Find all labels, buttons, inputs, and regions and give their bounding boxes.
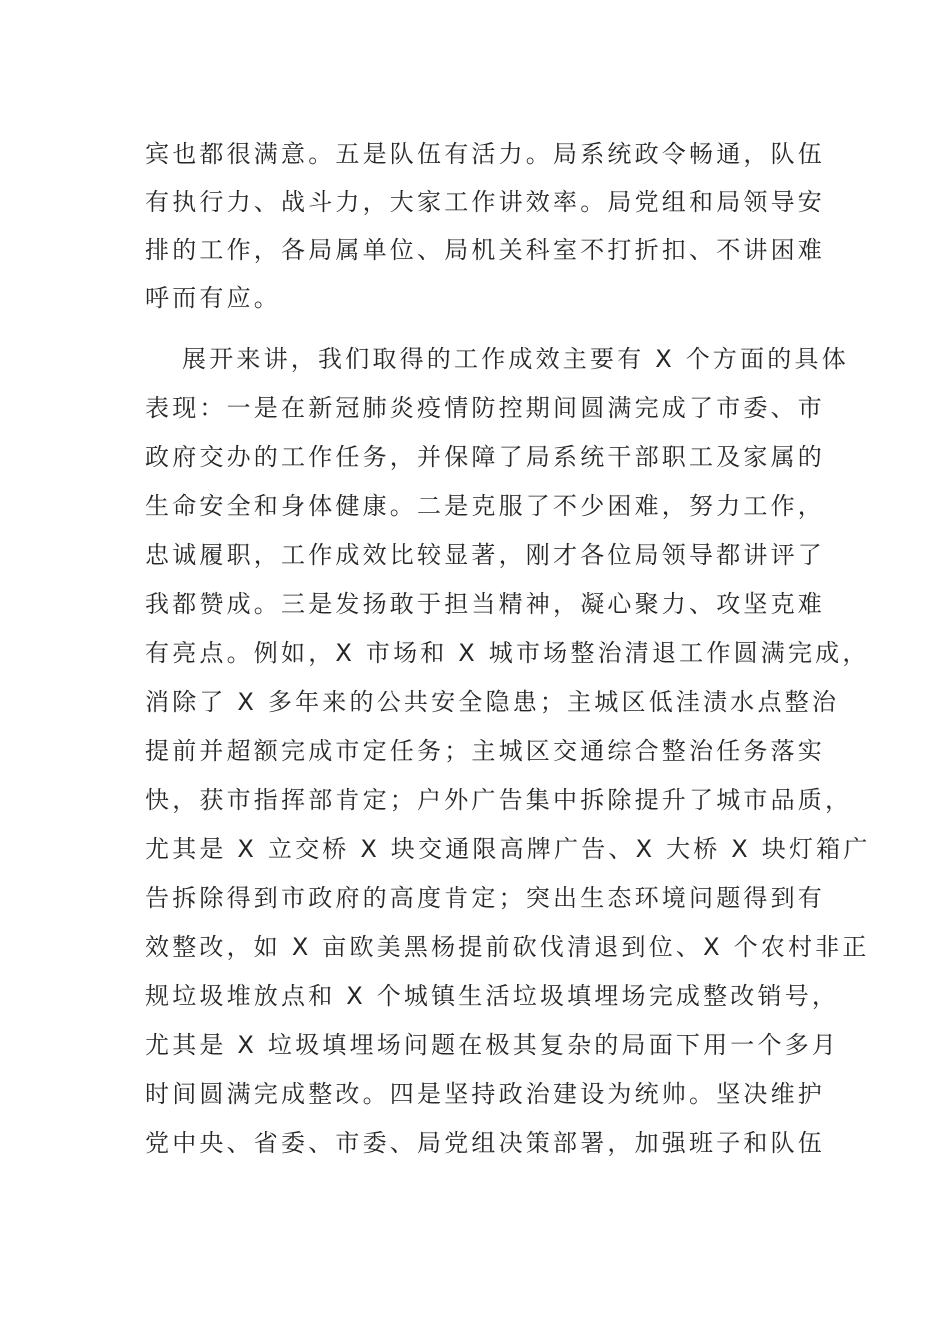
text-line: 尤其是 X 垃圾填埋场问题在极其复杂的局面下用一个多月 xyxy=(145,1031,840,1059)
text-line: 忠诚履职，工作成效比较显著，刚才各位局领导都讲评了 xyxy=(145,541,825,569)
text-line: 呼而有应。 xyxy=(145,284,281,312)
text-line: 效整改，如 X 亩欧美黑杨提前砍伐清退到位、X 个农村非正 xyxy=(145,933,870,961)
text-line: 快，获市指挥部肯定；户外广告集中拆除提升了城市品质， xyxy=(145,786,853,814)
text-line: 时间圆满完成整改。四是坚持政治建设为统帅。坚决维护 xyxy=(145,1080,825,1108)
text-line: 尤其是 X 立交桥 X 块交通限高牌广告、X 大桥 X 块灯箱广 xyxy=(145,835,871,863)
text-line: 排的工作，各局属单位、局机关科室不打折扣、不讲困难 xyxy=(145,236,825,264)
text-line: 规垃圾堆放点和 X 个城镇生活垃圾填埋场完成整改销号， xyxy=(145,982,840,1010)
text-line: 告拆除得到市政府的高度肯定；突出生态环境问题得到有 xyxy=(145,884,825,912)
text-line: 展开来讲，我们取得的工作成效主要有 X 个方面的具体 xyxy=(182,345,849,373)
text-line: 有亮点。例如，X 市场和 X 城市场整治清退工作圆满完成， xyxy=(145,639,870,667)
text-line: 有执行力、战斗力，大家工作讲效率。局党组和局领导安 xyxy=(145,188,825,216)
text-line: 生命安全和身体健康。二是克服了不少困难，努力工作， xyxy=(145,492,825,520)
text-line: 我都赞成。三是发扬敢于担当精神，凝心聚力、攻坚克难 xyxy=(145,590,825,618)
text-line: 提前并超额完成市定任务；主城区交通综合整治任务落实 xyxy=(145,737,825,765)
text-line: 消除了 X 多年来的公共安全隐患；主城区低洼渍水点整治 xyxy=(145,688,840,716)
text-line: 宾也都很满意。五是队伍有活力。局系统政令畅通，队伍 xyxy=(145,140,825,168)
text-line: 党中央、省委、市委、局党组决策部署，加强班子和队伍 xyxy=(145,1129,825,1157)
text-line: 政府交办的工作任务，并保障了局系统干部职工及家属的 xyxy=(145,443,825,471)
text-line: 表现：一是在新冠肺炎疫情防控期间圆满完成了市委、市 xyxy=(145,394,825,422)
